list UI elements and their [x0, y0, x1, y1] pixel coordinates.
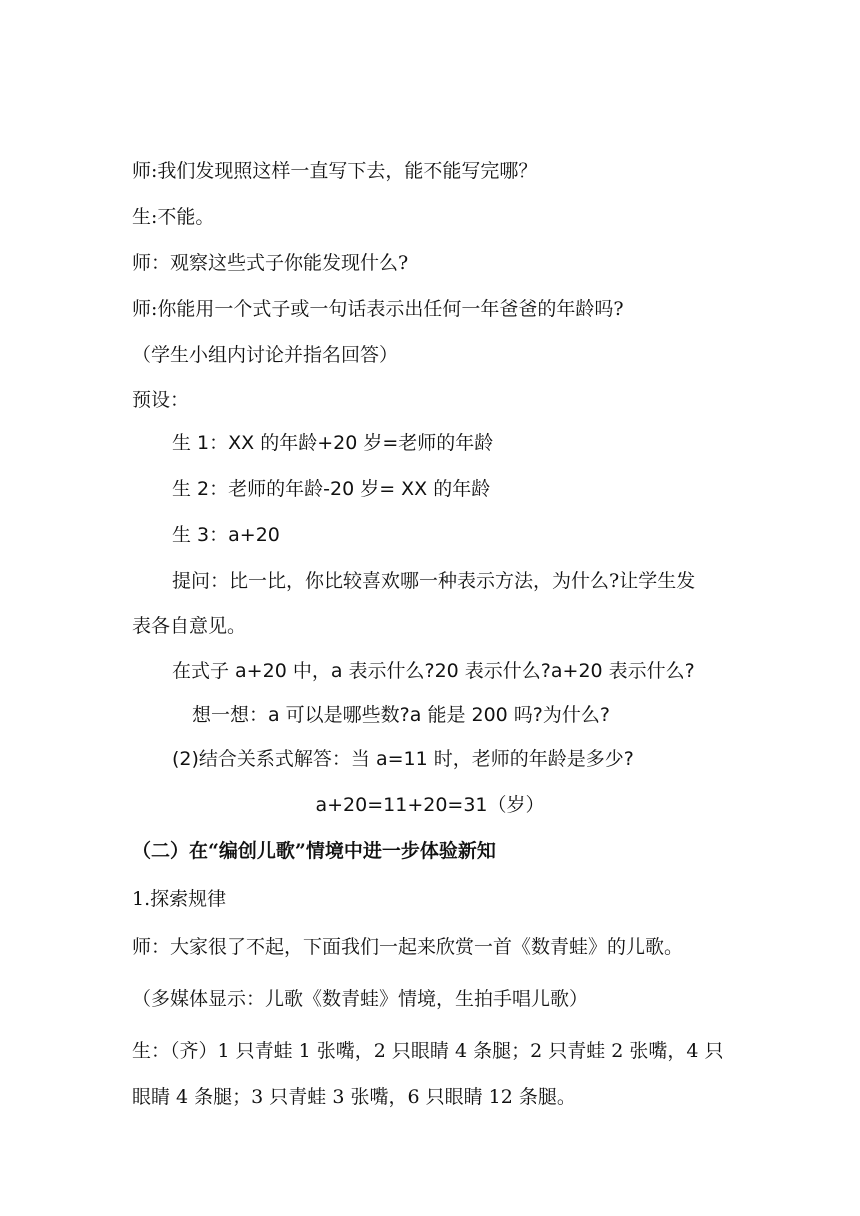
text-line: 表各自意见。	[132, 615, 247, 637]
text-line: 眼睛 4 条腿；3 只青蛙 3 张嘴，6 只眼睛 12 条腿。	[132, 1086, 576, 1108]
text-line: 生 3：a+20	[172, 524, 280, 546]
text-line: 师:我们发现照这样一直写下去，能不能写完哪？	[132, 160, 538, 182]
text-line: (2)结合关系式解答：当 a=11 时，老师的年龄是多少?	[172, 748, 634, 770]
text-line: （多媒体显示：儿歌《数青蛙》情境，生拍手唱儿歌）	[132, 988, 589, 1010]
text-line: 师:你能用一个式子或一句话表示出任何一年爸爸的年龄吗?	[132, 298, 624, 320]
text-line: 提问：比一比，你比较喜欢哪一种表示方法，为什么?让学生发	[172, 570, 696, 592]
text-line: 生：（齐）1 只青蛙 1 张嘴，2 只眼睛 4 条腿；2 只青蛙 2 张嘴，4 只	[132, 1040, 724, 1062]
subheading: 1.探索规律	[132, 888, 227, 910]
text-line: （学生小组内讨论并指名回答）	[132, 344, 399, 366]
text-line: 生:不能。	[132, 206, 215, 228]
text-line: 师：观察这些式子你能发现什么?	[132, 252, 409, 274]
text-line: 生 1：XX 的年龄+20 岁=老师的年龄	[172, 432, 494, 454]
equation-line: a+20=11+20=31（岁）	[315, 794, 545, 816]
text-line: 生 2：老师的年龄-20 岁= XX 的年龄	[172, 478, 491, 500]
text-line: 想一想：a 可以是哪些数?a 能是 200 吗?为什么?	[192, 704, 610, 726]
text-line: 预设：	[132, 389, 190, 411]
text-line: 师：大家很了不起，下面我们一起来欣赏一首《数青蛙》的儿歌。	[132, 936, 684, 958]
text-line: 在式子 a+20 中，a 表示什么?20 表示什么?a+20 表示什么?	[172, 660, 695, 682]
section-heading: （二）在“编创儿歌”情境中进一步体验新知	[132, 840, 496, 862]
